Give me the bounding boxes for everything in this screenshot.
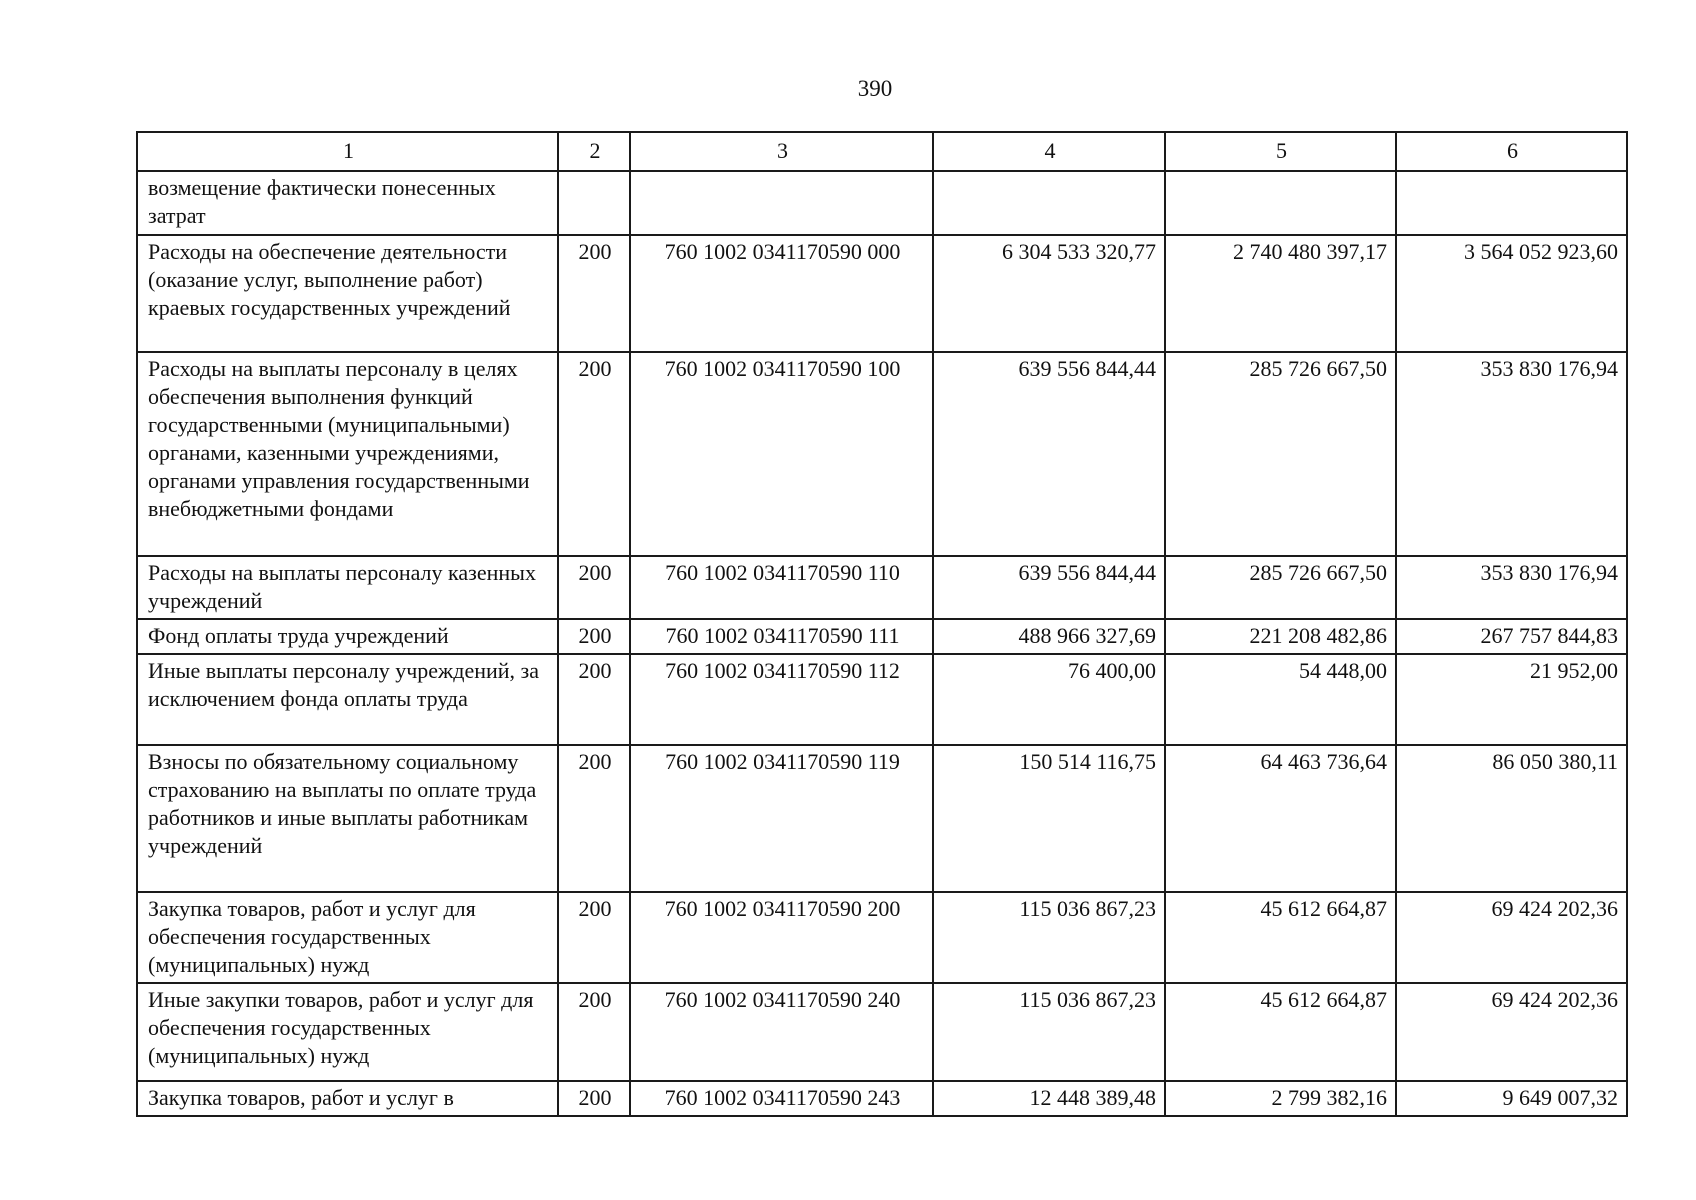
table-body [137,171,1627,1116]
budget-code-cell: 760 1002 0341170590 240 [630,983,933,1081]
expense-name-cell: Закупка товаров, работ и услуг в [137,1081,558,1116]
budget-table [136,131,1628,1117]
column-4-value: 115 036 867,23 [933,892,1165,983]
budget-code-cell: 760 1002 0341170590 111 [630,619,933,654]
column-5-value: 54 448,00 [1165,654,1396,745]
budget-code-cell: 760 1002 0341170590 110 [630,556,933,619]
table-row [137,235,1627,352]
expense-name-cell: возмещение фактически понесенных затрат [137,171,558,235]
column-5-value: 285 726 667,50 [1165,352,1396,556]
column-6-value: 21 952,00 [1396,654,1627,745]
column-4-value: 6 304 533 320,77 [933,235,1165,352]
expense-name-cell: Иные закупки товаров, работ и услуг для обеспечения государственных (муниципальных) нужд [137,983,558,1081]
column-5-value: 285 726 667,50 [1165,556,1396,619]
header-row [137,132,1627,171]
column-5-value [1165,171,1396,235]
line-code-cell: 200 [558,892,630,983]
table-row [137,1081,1627,1116]
line-code-cell: 200 [558,556,630,619]
column-4-value: 76 400,00 [933,654,1165,745]
expense-name-cell: Иные выплаты персоналу учреждений, за исключением фонда оплаты труда [137,654,558,745]
line-code-cell: 200 [558,654,630,745]
column-header-2: 2 [558,132,630,171]
expense-name-cell: Расходы на обеспечение деятельности (оказание услуг, выполнение работ) краевых государственных учреждений [137,235,558,352]
column-5-value: 2 740 480 397,17 [1165,235,1396,352]
column-5-value: 45 612 664,87 [1165,983,1396,1081]
column-4-value: 639 556 844,44 [933,352,1165,556]
table-row [137,745,1627,892]
line-code-cell: 200 [558,619,630,654]
column-header-4: 4 [933,132,1165,171]
expense-name-cell: Взносы по обязательному социальному страхованию на выплаты по оплате труда работников и иные выплаты работникам учреждений [137,745,558,892]
budget-code-cell: 760 1002 0341170590 000 [630,235,933,352]
column-4-value: 639 556 844,44 [933,556,1165,619]
table-row [137,654,1627,745]
line-code-cell [558,171,630,235]
column-6-value: 353 830 176,94 [1396,352,1627,556]
column-header-6: 6 [1396,132,1627,171]
expense-name-cell: Расходы на выплаты персоналу в целях обеспечения выполнения функций государственными (муниципальными) органами, казенными учреждениями, органами управления государственными внебюджетными фондами [137,352,558,556]
column-6-value [1396,171,1627,235]
table-header [137,132,1627,171]
column-5-value: 45 612 664,87 [1165,892,1396,983]
table-row [137,352,1627,556]
column-4-value [933,171,1165,235]
expense-name-cell: Фонд оплаты труда учреждений [137,619,558,654]
column-4-value: 115 036 867,23 [933,983,1165,1081]
column-4-value: 150 514 116,75 [933,745,1165,892]
column-header-1: 1 [137,132,558,171]
column-header-3: 3 [630,132,933,171]
column-6-value: 86 050 380,11 [1396,745,1627,892]
line-code-cell: 200 [558,235,630,352]
column-4-value: 488 966 327,69 [933,619,1165,654]
expense-name-cell: Закупка товаров, работ и услуг для обеспечения государственных (муниципальных) нужд [137,892,558,983]
column-6-value: 69 424 202,36 [1396,983,1627,1081]
column-6-value: 3 564 052 923,60 [1396,235,1627,352]
table-row [137,171,1627,235]
budget-code-cell: 760 1002 0341170590 243 [630,1081,933,1116]
column-6-value: 9 649 007,32 [1396,1081,1627,1116]
column-6-value: 69 424 202,36 [1396,892,1627,983]
budget-code-cell: 760 1002 0341170590 100 [630,352,933,556]
budget-code-cell: 760 1002 0341170590 200 [630,892,933,983]
column-6-value: 267 757 844,83 [1396,619,1627,654]
table-row [137,892,1627,983]
line-code-cell: 200 [558,352,630,556]
column-header-5: 5 [1165,132,1396,171]
table-row [137,619,1627,654]
column-6-value: 353 830 176,94 [1396,556,1627,619]
budget-code-cell: 760 1002 0341170590 119 [630,745,933,892]
column-5-value: 221 208 482,86 [1165,619,1396,654]
line-code-cell: 200 [558,745,630,892]
table-row [137,983,1627,1081]
line-code-cell: 200 [558,983,630,1081]
budget-code-cell: 760 1002 0341170590 112 [630,654,933,745]
page-number: 390 [857,76,893,101]
column-5-value: 64 463 736,64 [1165,745,1396,892]
line-code-cell: 200 [558,1081,630,1116]
column-5-value: 2 799 382,16 [1165,1081,1396,1116]
expense-name-cell: Расходы на выплаты персоналу казенных учреждений [137,556,558,619]
column-4-value: 12 448 389,48 [933,1081,1165,1116]
budget-code-cell [630,171,933,235]
table-row [137,556,1627,619]
